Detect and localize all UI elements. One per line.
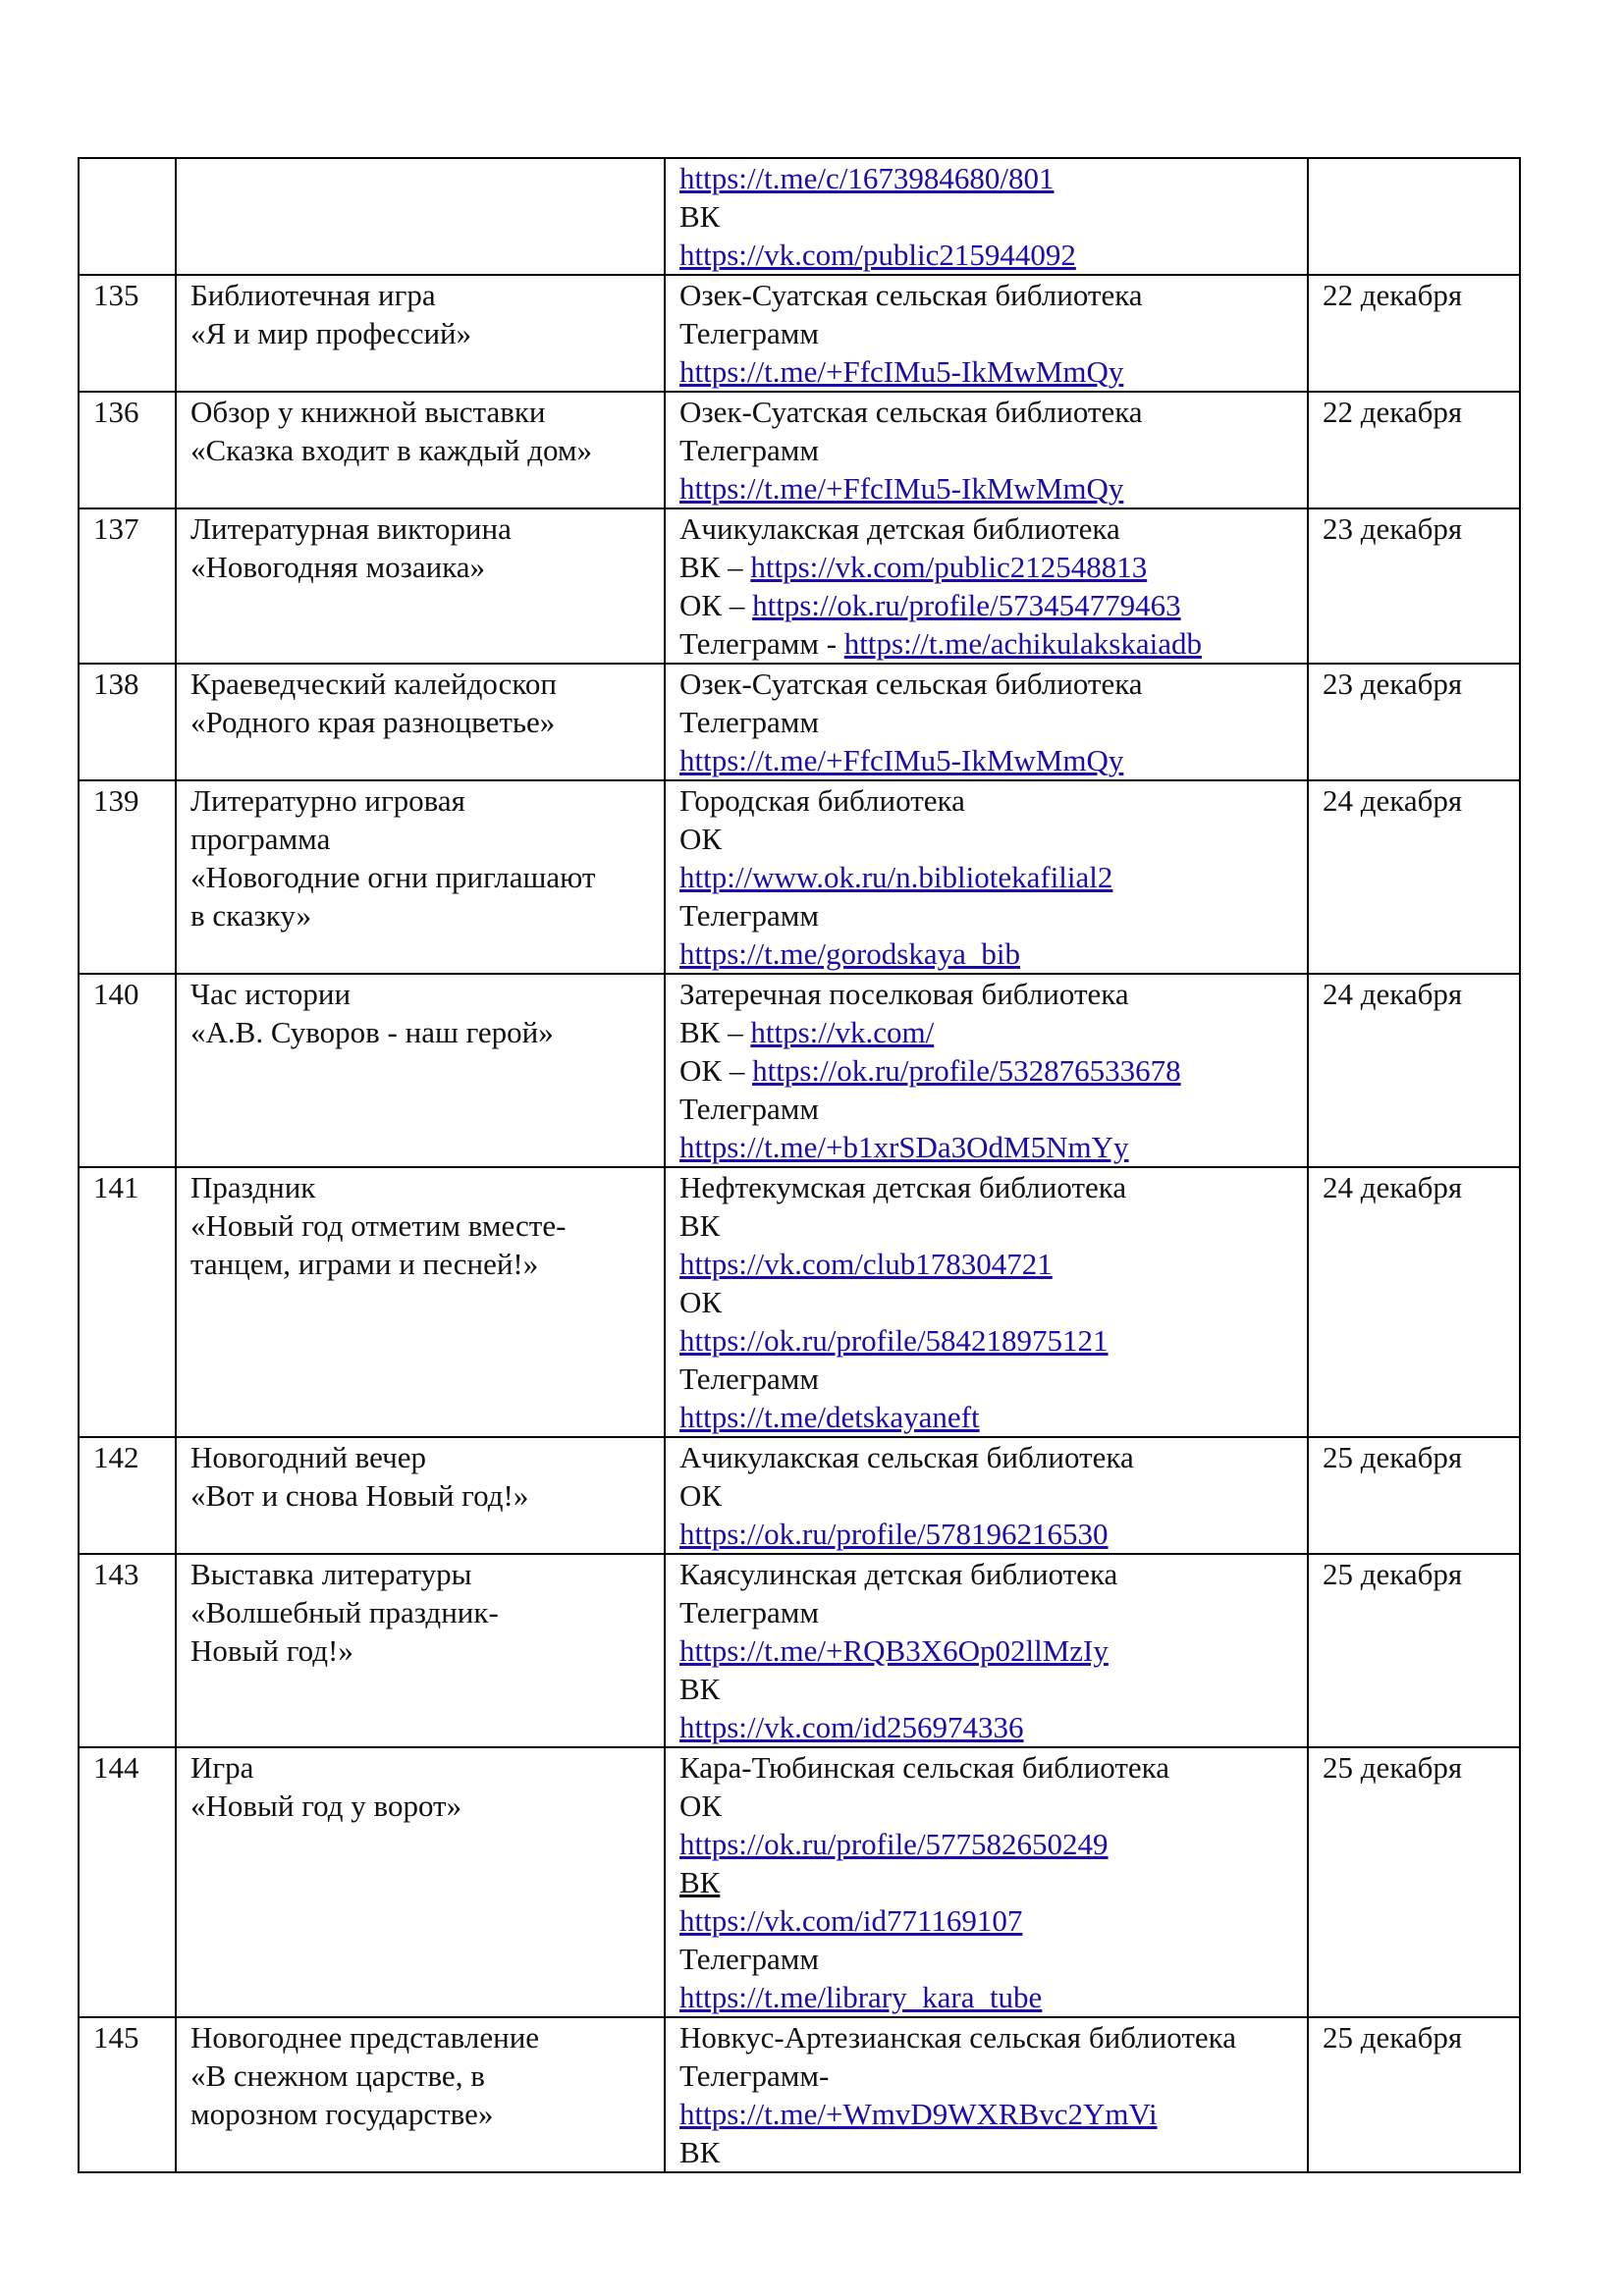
row-number: 138: [93, 667, 139, 701]
event-date: 22 декабря: [1323, 395, 1463, 429]
event-title-line: Новогодний вечер: [190, 1440, 426, 1474]
date-cell: [1308, 780, 1520, 974]
venue-text: Озек-Суатская сельская библиотека: [679, 278, 1143, 312]
venue-text: ОК: [679, 1478, 723, 1513]
venue-line: [679, 1863, 1293, 1901]
row-number: 135: [93, 278, 139, 312]
event-title-line: Литературная викторина: [190, 511, 512, 546]
event-title-line: Новогоднее представление: [190, 2020, 540, 2055]
venue-line: [679, 1787, 1293, 1825]
venue-line: [679, 586, 1293, 624]
event-title-line: Литературно игровая: [190, 783, 465, 818]
event-cell: [176, 2017, 665, 2172]
event-title-line: «Родного края разноцветье»: [190, 705, 556, 739]
event-cell: [176, 158, 665, 275]
venue-line: [679, 1593, 1293, 1631]
venue-text: Телеграмм: [679, 1362, 819, 1396]
table-row: [79, 1554, 1520, 1747]
venue-cell: [665, 158, 1308, 275]
social-link[interactable]: https://vk.com/: [750, 1015, 935, 1049]
event-title-line: «Новый год отметим вместе-: [190, 1208, 567, 1243]
event-cell: [176, 1437, 665, 1554]
date-cell: [1308, 2017, 1520, 2172]
table-row: [79, 1437, 1520, 1554]
table-row: [79, 1167, 1520, 1437]
date-cell: [1308, 275, 1520, 392]
venue-line: [679, 159, 1293, 197]
venue-line: [679, 393, 1293, 431]
venue-line: [679, 1438, 1293, 1476]
table-row: [79, 392, 1520, 508]
venue-text: Ачикулакская сельская библиотека: [679, 1440, 1134, 1474]
venue-line: [679, 276, 1293, 314]
social-link[interactable]: https://t.me/+FfcIMu5-IkMwMmQy: [679, 354, 1124, 389]
venue-text: ВК: [679, 2135, 721, 2169]
row-number-cell: [79, 974, 176, 1167]
venue-line: [679, 781, 1293, 820]
venue-line: [679, 1013, 1293, 1051]
venue-line: [679, 2133, 1293, 2171]
venue-line: [679, 1670, 1293, 1708]
venue-cell: [665, 2017, 1308, 2172]
event-cell: [176, 664, 665, 780]
venue-text: Телеграмм: [679, 1942, 819, 1976]
venue-line: [679, 1245, 1293, 1283]
row-number: 137: [93, 511, 139, 546]
event-date: 25 декабря: [1323, 2020, 1463, 2055]
table-row: [79, 2017, 1520, 2172]
social-link[interactable]: https://ok.ru/profile/578196216530: [679, 1517, 1109, 1551]
event-title-line: «Сказка входит в каждый дом»: [190, 433, 592, 467]
venue-cell: [665, 508, 1308, 664]
venue-text: Городская библиотека: [679, 783, 965, 818]
row-number: 145: [93, 2020, 139, 2055]
venue-text: Телеграмм: [679, 898, 819, 933]
venue-text: ВК –: [679, 1015, 751, 1049]
venue-line: [679, 1168, 1293, 1206]
row-number-cell: [79, 664, 176, 780]
venue-line: [679, 1476, 1293, 1515]
event-title-line: Краеведческий калейдоскоп: [190, 667, 557, 701]
event-title-line: Выставка литературы: [190, 1557, 472, 1591]
venue-line: [679, 934, 1293, 973]
event-date: 23 декабря: [1323, 511, 1463, 546]
event-date: 25 декабря: [1323, 1440, 1463, 1474]
event-cell: [176, 392, 665, 508]
event-date: 23 декабря: [1323, 667, 1463, 701]
venue-text: ОК: [679, 822, 723, 856]
venue-text: ОК –: [679, 1053, 753, 1088]
row-number-cell: [79, 508, 176, 664]
date-cell: [1308, 1437, 1520, 1554]
date-cell: [1308, 1747, 1520, 2017]
venue-text: Телеграмм: [679, 1595, 819, 1629]
social-link[interactable]: https://ok.ru/profile/573454779463: [752, 588, 1181, 622]
event-date: 25 декабря: [1323, 1557, 1463, 1591]
event-title-line: «Я и мир профессий»: [190, 316, 472, 350]
venue-text: ОК: [679, 1789, 723, 1823]
venue-line: [679, 624, 1293, 663]
event-date: 24 декабря: [1323, 1170, 1463, 1204]
venue-line: [679, 469, 1293, 507]
venue-line: [679, 2056, 1293, 2095]
social-link[interactable]: https://t.me/+WmvD9WXRBvc2YmVi: [679, 2097, 1158, 2131]
date-cell: [1308, 664, 1520, 780]
row-number-cell: [79, 1554, 176, 1747]
row-number: 139: [93, 783, 139, 818]
venue-line: [679, 665, 1293, 703]
venue-cell: [665, 1437, 1308, 1554]
venue-line: [679, 236, 1293, 274]
venue-line: [679, 197, 1293, 236]
venue-text: ВК –: [679, 550, 751, 584]
social-link[interactable]: https://vk.com/public212548813: [750, 550, 1148, 584]
venue-line: [679, 975, 1293, 1013]
row-number-cell: [79, 2017, 176, 2172]
date-cell: [1308, 158, 1520, 275]
row-number: 142: [93, 1440, 139, 1474]
event-title-line: Игра: [190, 1750, 254, 1785]
venue-line: [679, 741, 1293, 779]
event-title-line: «Новогодняя мозаика»: [190, 550, 486, 584]
social-link[interactable]: https://ok.ru/profile/584218975121: [679, 1323, 1109, 1358]
social-link[interactable]: https://t.me/+b1xrSDa3OdM5NmYy: [679, 1130, 1129, 1164]
row-number: 143: [93, 1557, 139, 1591]
event-title-line: «В снежном царстве, в: [190, 2058, 485, 2093]
venue-line: [679, 1748, 1293, 1787]
social-link[interactable]: https://t.me/c/1673984680/801: [679, 161, 1055, 195]
venue-line: [679, 1940, 1293, 1978]
event-title-line: «Новый год у ворот»: [190, 1789, 462, 1823]
social-link[interactable]: https://ok.ru/profile/577582650249: [679, 1827, 1109, 1861]
social-link[interactable]: https://vk.com/id256974336: [679, 1710, 1024, 1744]
row-number: 141: [93, 1170, 139, 1204]
event-cell: [176, 1167, 665, 1437]
row-number-cell: [79, 1167, 176, 1437]
event-title-line: Новый год!»: [190, 1633, 353, 1668]
venue-text: Телеграмм -: [679, 626, 844, 661]
row-number-cell: [79, 275, 176, 392]
event-title-line: «Вот и снова Новый год!»: [190, 1478, 529, 1513]
event-cell: [176, 974, 665, 1167]
row-number-cell: [79, 1437, 176, 1554]
venue-cell: [665, 1554, 1308, 1747]
event-cell: [176, 1747, 665, 2017]
social-link[interactable]: https://t.me/+FfcIMu5-IkMwMmQy: [679, 471, 1124, 506]
venue-cell: [665, 664, 1308, 780]
venue-text: Телеграмм: [679, 316, 819, 350]
table-body: [79, 158, 1520, 2172]
table-row: [79, 780, 1520, 974]
venue-text: Озек-Суатская сельская библиотека: [679, 667, 1143, 701]
venue-text: Телеграмм-: [679, 2058, 830, 2093]
social-link[interactable]: https://t.me/+FfcIMu5-IkMwMmQy: [679, 743, 1124, 777]
venue-line: [679, 2018, 1293, 2056]
venue-line: [679, 820, 1293, 858]
table-row: [79, 664, 1520, 780]
venue-text: Новкус-Артезианская сельская библиотека: [679, 2020, 1236, 2055]
venue-line: [679, 858, 1293, 896]
venue-line: [679, 548, 1293, 586]
row-number-cell: [79, 1747, 176, 2017]
social-link[interactable]: https://vk.com/club178304721: [679, 1247, 1053, 1281]
social-link[interactable]: https://vk.com/public215944092: [679, 238, 1076, 272]
event-title-line: в сказку»: [190, 898, 312, 933]
event-title-line: Праздник: [190, 1170, 316, 1204]
venue-text: ОК: [679, 1285, 723, 1319]
row-number-cell: [79, 392, 176, 508]
venue-line: [679, 2095, 1293, 2133]
table-row: [79, 275, 1520, 392]
event-cell: [176, 780, 665, 974]
event-title-line: танцем, играми и песней!»: [190, 1247, 539, 1281]
venue-line: [679, 1631, 1293, 1670]
row-number-cell: [79, 158, 176, 275]
venue-text: Каясулинская детская библиотека: [679, 1557, 1118, 1591]
date-cell: [1308, 974, 1520, 1167]
event-date: 24 декабря: [1323, 977, 1463, 1011]
social-link[interactable]: https://t.me/achikulakskaiadb: [843, 626, 1202, 661]
event-title-line: Час истории: [190, 977, 352, 1011]
venue-line: [679, 1051, 1293, 1090]
date-cell: [1308, 392, 1520, 508]
event-date: 25 декабря: [1323, 1750, 1463, 1785]
venue-cell: [665, 780, 1308, 974]
venue-line: [679, 896, 1293, 934]
table-row: [79, 508, 1520, 664]
venue-line: [679, 314, 1293, 352]
venue-text: ВК: [679, 1672, 721, 1706]
venue-text: Кара-Тюбинская сельская библиотека: [679, 1750, 1170, 1785]
events-table: [78, 157, 1521, 2173]
event-title-line: «Новогодние огни приглашают: [190, 860, 596, 894]
venue-text: ОК –: [679, 588, 753, 622]
venue-cell: [665, 974, 1308, 1167]
row-number: 140: [93, 977, 139, 1011]
venue-line: [679, 1515, 1293, 1553]
event-cell: [176, 1554, 665, 1747]
date-cell: [1308, 508, 1520, 664]
venue-line: [679, 1978, 1293, 2016]
venue-text: ВК: [679, 1208, 721, 1243]
row-number: 144: [93, 1750, 139, 1785]
social-link[interactable]: https://t.me/detskayaneft: [679, 1400, 980, 1434]
venue-line: [679, 1398, 1293, 1436]
venue-line: [679, 352, 1293, 391]
venue-text: Телеграмм: [679, 705, 819, 739]
social-link[interactable]: https://t.me/+RQB3X6Op02llMzIy: [679, 1633, 1109, 1668]
venue-cell: [665, 1747, 1308, 2017]
venue-line: [679, 1321, 1293, 1360]
venue-text: Нефтекумская детская библиотека: [679, 1170, 1127, 1204]
social-link[interactable]: http://www.ok.ru/n.bibliotekafilial2: [679, 860, 1113, 894]
table-row: [79, 1747, 1520, 2017]
venue-line: [679, 1090, 1293, 1128]
venue-line: [679, 1283, 1293, 1321]
event-date: 24 декабря: [1323, 783, 1463, 818]
venue-text: Озек-Суатская сельская библиотека: [679, 395, 1143, 429]
venue-cell: [665, 1167, 1308, 1437]
event-title-line: «Волшебный праздник-: [190, 1595, 499, 1629]
event-date: 22 декабря: [1323, 278, 1463, 312]
social-link[interactable]: https://t.me/library_kara_tube: [679, 1980, 1043, 2014]
event-title-line: Библиотечная игра: [190, 278, 436, 312]
venue-line: [679, 703, 1293, 741]
venue-text: ВК: [679, 1865, 721, 1899]
venue-line: [679, 1128, 1293, 1166]
event-cell: [176, 508, 665, 664]
row-number: 136: [93, 395, 139, 429]
venue-text: Телеграмм: [679, 433, 819, 467]
social-link[interactable]: https://ok.ru/profile/532876533678: [752, 1053, 1181, 1088]
event-cell: [176, 275, 665, 392]
venue-text: Затеречная поселковая библиотека: [679, 977, 1129, 1011]
row-number-cell: [79, 780, 176, 974]
social-link[interactable]: https://vk.com/id771169107: [679, 1903, 1023, 1938]
event-title-line: программа: [190, 822, 331, 856]
venue-line: [679, 1360, 1293, 1398]
date-cell: [1308, 1554, 1520, 1747]
event-title-line: «А.В. Суворов - наш герой»: [190, 1015, 554, 1049]
venue-line: [679, 509, 1293, 548]
venue-text: Ачикулакская детская библиотека: [679, 511, 1120, 546]
table-row: [79, 974, 1520, 1167]
venue-line: [679, 1206, 1293, 1245]
date-cell: [1308, 1167, 1520, 1437]
venue-cell: [665, 392, 1308, 508]
venue-cell: [665, 275, 1308, 392]
venue-line: [679, 1825, 1293, 1863]
venue-text: Телеграмм: [679, 1092, 819, 1126]
table-row: [79, 158, 1520, 275]
event-title-line: Обзор у книжной выставки: [190, 395, 546, 429]
venue-text: ВК: [679, 199, 721, 234]
event-title-line: морозном государстве»: [190, 2097, 494, 2131]
venue-line: [679, 431, 1293, 469]
venue-line: [679, 1708, 1293, 1746]
social-link[interactable]: https://t.me/gorodskaya_bib: [679, 936, 1020, 971]
venue-line: [679, 1901, 1293, 1940]
venue-line: [679, 1555, 1293, 1593]
